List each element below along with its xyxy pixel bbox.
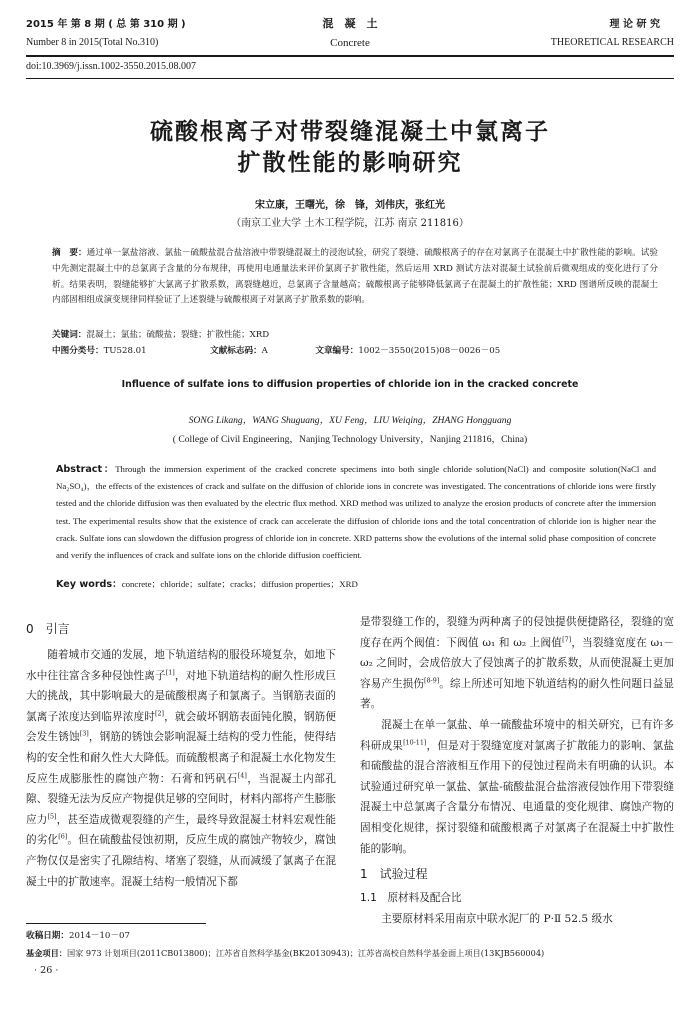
issue-number-en: Number 8 in 2015(Total No.310) [26, 37, 159, 48]
citation: [6] [58, 833, 68, 841]
abstract-cn-text: 通过单一氯盐溶液、氯盐－硫酸盐混合盐溶液中带裂缝混凝土的浸泡试验，研究了裂缝、硫酸根离子的存在对氯离子在混凝土中扩散性能的影响。试验中先测定混凝土中的总氯离子含量的分布规律，再使用电通量法来评价氯离子扩散性能，然后运用 XRD 测试方法对混凝土试验前后微观组成的变化进行了分析。结果表明，裂缝能够扩大氯离子扩散系数，离裂缝越近，总氯离子含量越高；硫酸根离子能够降低氯离子在混凝土的扩散性能；XRD 图谱所反映的混凝土内部固相组成演变规律同样验证了上述裂缝与硫酸根离子对氯离子扩散系数的影响。 [52, 248, 658, 306]
header-rule [26, 55, 674, 57]
citation: [4] [237, 772, 247, 780]
page-number: · 26 · [34, 965, 59, 976]
article-no-value: 1002－3550(2015)08－0026－05 [358, 346, 501, 356]
intro-paragraph-2: 混凝土在单一氯盐、单一硫酸盐环境中的相关研究，已有许多科研成果[10-11]，但是对于裂缝宽度对氯离子扩散能力的影响、氯盐和硫酸盐的混合溶液相互作用下的侵蚀过程尚未有明确的认识。本试验通过研究单一氯盐、氯盐-硫酸盐混合盐溶液侵蚀作用下带裂缝混凝土中总氯离子含量分布情况、电通量的变化规律、腐蚀产物的固相变化规律，探讨裂缝和硫酸根离子对氯离子在混凝土中扩散性能的影响。 [360, 718, 675, 855]
journal-name-cn: 混 凝 土 [322, 17, 378, 30]
keywords-cn-text: 混凝土；氯盐；硫酸盐；裂缝；扩散性能；XRD [86, 330, 270, 340]
citation: [7] [562, 636, 572, 644]
abstract-cn-label: 摘 要： [52, 248, 87, 258]
abstract-cn [52, 246, 658, 309]
abstract-en-text: Through the immersion experiment of the cracked concrete specimens into both single chloride solution(NaCl) and composite solution(NaCl and Na₂SO₄)，the effects of the existences of crack and sulfate on the diffusion of chloride ions in concrete was investigated. The concentrations of chloride ions were firstly tested and the chloride diffusion was then evaluated by the electric flux method. XRD method was utilized to analyze the erosion products of concrete after the immersion test. The experimental results show that the existence of crack can accelerate the diffusion of chloride ions and the total concentration of chloride ion is higher near the crack. Sulfate ions can slowdown the diffusion progress of chloride ion in concrete. XRD patterns show the evolutions of the internal solid phase composition of concrete and verify the influences of crack and sulfate ions on the chloride diffusion coefficient. [56, 464, 656, 561]
intro-paragraph-1: 随着城市交通的发展，地下轨道结构的服役环境复杂，如地下水中往往富含多种侵蚀性离子[1]，对地下轨道结构的耐久性形成巨大的挑战，其中影响最大的是硫酸根离子和氯离子。当钢筋表面的氯离子浓度达到临界浓度时[2]，就会破坏钢筋表面钝化膜，钢筋便会发生锈蚀[3]，钢筋的锈蚀会影响混凝土结构的受力性能，使得结构的安全性和耐久性大大降低。而硫酸根离子和混凝土水化物发生反应生成膨胀性的腐蚀产物：石膏和钙矾石[4]，当混凝土内部孔隙、裂缝无法为反应产物提供足够的空间时，材料内部将产生膨胀应力[5]，甚至造成微观裂缝的产生，最终导致混凝土材料宏观性能的劣化[6]。但在硫酸盐侵蚀初期，反应生成的腐蚀产物较少，腐蚀产物仅仅是密实了孔隙结构、堵塞了裂缝，从而减缓了氯离子在混凝土中的扩散速率。混凝土结构一般情况下都 [26, 649, 337, 888]
doc-code-label: 文献标志码： [210, 346, 262, 356]
clc-label: 中图分类号： [52, 346, 104, 356]
section-label-en: THEORETICAL RESEARCH [550, 37, 674, 48]
title-en: Influence of sulfate ions to diffusion properties of chloride ion in the cracked concrete [121, 379, 579, 390]
keywords-en-text: concrete；chloride；sulfate；cracks；diffusion properties；XRD [121, 579, 358, 589]
fund-value: 国家 973 计划项目(2011CB013800)；江苏省自然科学基金(BK20130943)；江苏省高校自然科学基金面上项目(13KJB560004) [66, 948, 545, 958]
affiliation-cn: （南京工业大学 土木工程学院，江苏 南京 211816） [231, 218, 469, 229]
clc-value: TU528.01 [103, 346, 147, 356]
keywords-cn-label: 关键词： [52, 330, 87, 340]
authors-en: SONG Likang，WANG Shuguang，XU Feng，LIU Weiqing，ZHANG Hongguang [188, 415, 512, 426]
abstract-en-label: Abstract： [56, 464, 116, 475]
citation: [10-11] [403, 739, 427, 747]
title-line-1: 硫酸根离子对带裂缝混凝土中氯离子 [150, 119, 550, 145]
subsection-1-1-heading: 1.1 原材料及配合比 [360, 892, 462, 905]
abstract-en [56, 461, 656, 564]
left-column [26, 618, 336, 892]
intro-paragraph-1-continued: 是带裂缝工作的，裂缝为两种离子的侵蚀提供便捷路径，裂缝的宽度存在两个阀值：下阀值 ω₁ 和 ω₂ 上阀值[7]，当裂缝宽度在 ω₁－ω₂ 之间时，会成倍放大了侵蚀离子的扩散系数，从而使混凝土更加容易产生损伤[8-9]。综上所述可知地下轨道结构的耐久性问题日益显著。 [360, 616, 675, 711]
title-line-2: 扩散性能的影响研究 [237, 150, 463, 176]
citation: [1] [165, 669, 175, 677]
keywords-en [56, 576, 656, 593]
fund-label: 基金项目： [26, 948, 67, 958]
citation: [8-9] [424, 677, 440, 685]
received-label: 收稿日期： [26, 931, 69, 941]
fund-line [26, 946, 544, 960]
received-date [26, 929, 130, 943]
affiliation-en: ( College of Civil Engineering，Nanjing Technology University，Nanjing 211816，China) [172, 434, 528, 445]
article-no-label: 文章编号： [315, 346, 359, 356]
journal-name-en: Concrete [330, 37, 370, 49]
keywords-en-label: Key words： [56, 579, 122, 590]
section-0-heading: 0 引言 [26, 622, 70, 636]
materials-paragraph: 主要原材料采用南京中联水泥厂的 P·Ⅱ 52.5 级水 [381, 913, 613, 926]
received-value: 2014－10－07 [68, 931, 130, 941]
section-1-heading: 1 试验过程 [360, 867, 428, 882]
classification-line [52, 344, 658, 360]
doc-code-value: A [261, 346, 268, 356]
issue-number-cn: 2015 年 第 8 期 ( 总 第 310 期 ) [26, 19, 186, 30]
doi-rule [26, 78, 674, 79]
keywords-cn [52, 328, 658, 344]
citation: [3] [79, 730, 89, 738]
footnote-rule [26, 923, 206, 924]
citation: [5] [47, 813, 57, 821]
doi: doi:10.3969/j.issn.1002-3550.2015.08.007 [26, 61, 197, 72]
citation: [2] [155, 710, 165, 718]
section-label-cn: 理 论 研 究 [609, 19, 660, 30]
authors-cn: 宋立康，王曙光，徐 锋，刘伟庆，张红光 [255, 200, 445, 211]
right-column [360, 612, 674, 930]
